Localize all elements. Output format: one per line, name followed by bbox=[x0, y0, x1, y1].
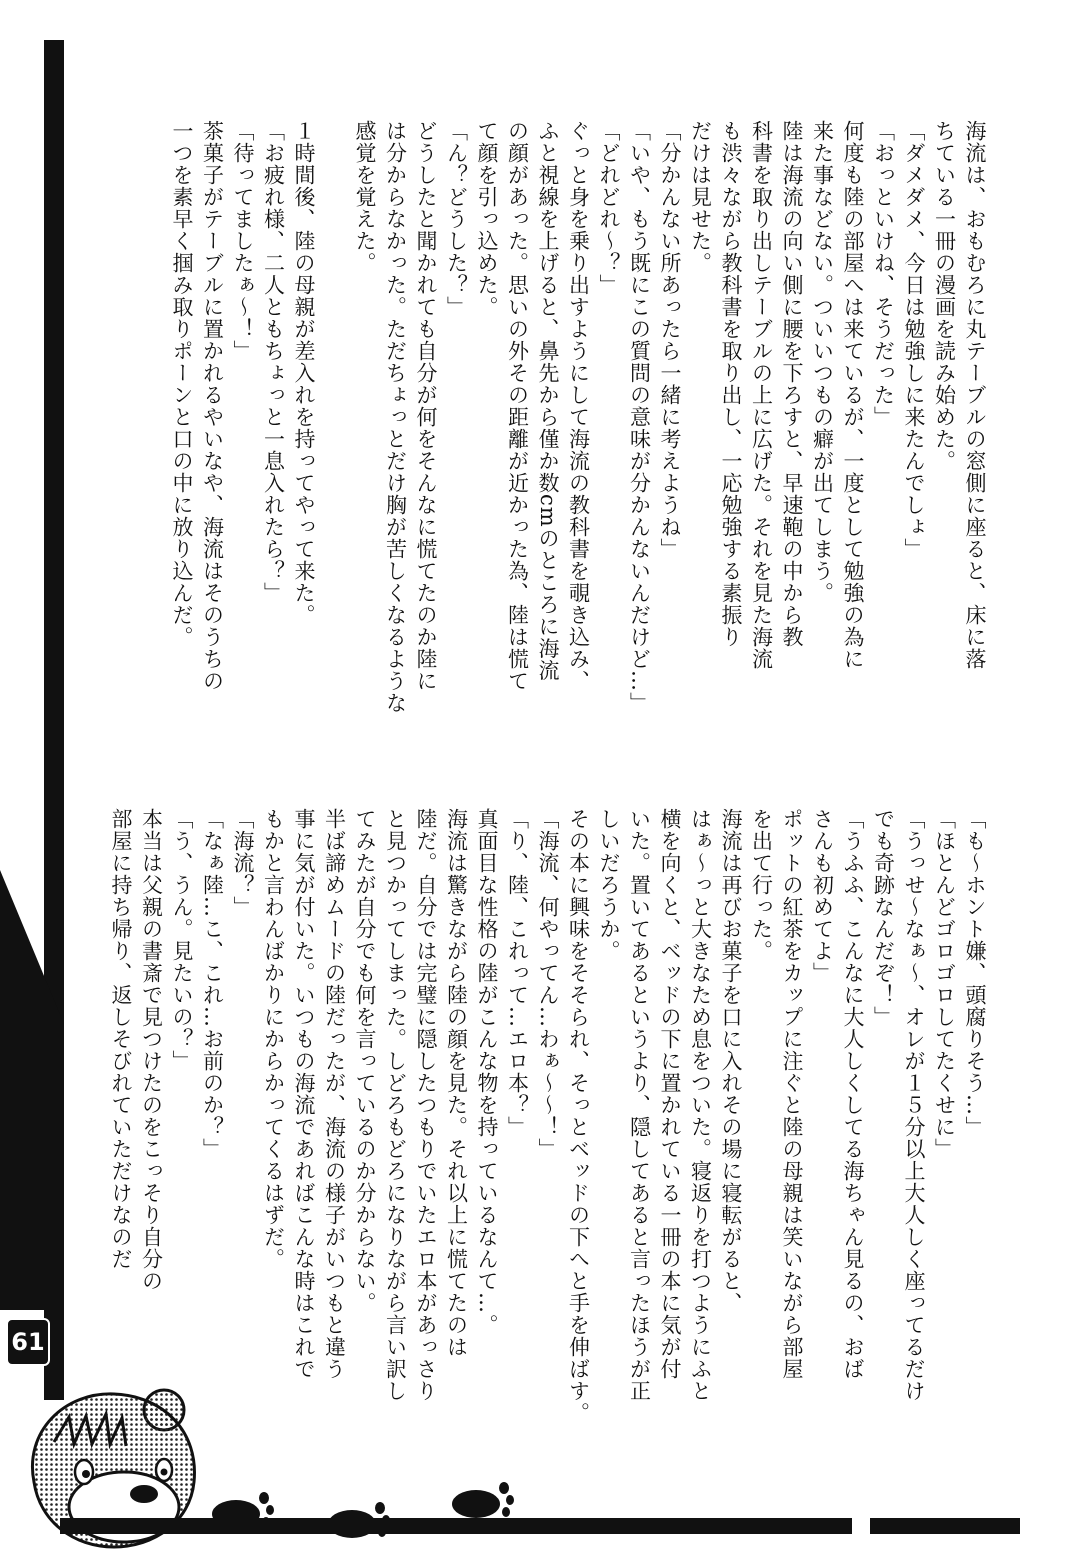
text-line: 一つを素早く掴み取りポーンと口の中に放り込んだ。 bbox=[170, 120, 194, 648]
text-line: 「ん？どうした？」 bbox=[444, 120, 469, 318]
text-line: 感覚を覚えた。 bbox=[353, 120, 377, 274]
text-line: いた。置いてあるというより、隠してあると言ったほうが正 bbox=[627, 808, 652, 1402]
text-line: 「う、うん。見たいの？」 bbox=[170, 808, 194, 1072]
text-line: でも奇跡なんだぞ！」 bbox=[871, 808, 896, 1028]
text-line: 来た事などない。ついいつもの癖が出てしまう。 bbox=[810, 120, 835, 604]
text-line: の顔があった。思いの外その距離が近かった為、陸は慌て bbox=[505, 120, 530, 692]
text-line: を出て行った。 bbox=[749, 808, 774, 962]
text-line: 横を向くと、ベッドの下に置かれている一冊の本に気が付 bbox=[658, 808, 682, 1380]
text-line: 「ダメダメ、今日は勉強しに来たんでしょ」 bbox=[902, 120, 926, 560]
text-line: 茶菓子がテーブルに置かれるやいなや、海流はそのうちの bbox=[200, 120, 225, 692]
text-line: 「うふふ、こんなに大人しくしてる海ちゃん見るの、おば bbox=[841, 808, 865, 1380]
text-line: 「海流、何やってん…わぁ～～！」 bbox=[536, 808, 560, 1160]
text-line: 「うっせ～なぁ～、オレが１５分以上大人しく座ってるだけ bbox=[902, 808, 926, 1402]
text-line: 「海流？」 bbox=[231, 808, 255, 918]
text-line: もかと言わんばかりにからかってくるはずだ。 bbox=[261, 808, 286, 1270]
text-line: 何度も陸の部屋へは来ているが、一度として勉強の為に bbox=[841, 120, 865, 670]
text-line: その本に興味をそそられ、そっとベッドの下へと手を伸ばす。 bbox=[566, 808, 591, 1424]
text-line: 「いや、もう既にこの質問の意味が分かんないんだけど…」 bbox=[627, 120, 652, 714]
page-number: 61 bbox=[6, 1318, 50, 1366]
text-line: も渋々ながら教科書を取り出し、一応勉強する素振り bbox=[719, 120, 743, 648]
text-line: 半ば諦めムードの陸だったが、海流の様子がいつもと違う bbox=[322, 808, 347, 1380]
text-line: と見つかってしまった。しどろもどろになりながら言い訳し bbox=[383, 808, 408, 1402]
text-line: 「なぁ陸…こ、これ…お前のか？」 bbox=[200, 808, 225, 1160]
text-line bbox=[319, 120, 350, 780]
text-line: ちている一冊の漫画を読み始めた。 bbox=[932, 120, 957, 472]
text-line: は分からなかった。ただちょっとだけ胸が苦しくなるような bbox=[383, 120, 408, 714]
text-line: 部屋に持ち帰り、返しそびれていただけなのだ bbox=[109, 808, 133, 1270]
text-line: 海流は再びお菓子を口に入れその場に寝転がると、 bbox=[719, 808, 743, 1314]
text-line: はぁ～っと大きなため息をついた。寝返りを打つようにふと bbox=[688, 808, 713, 1402]
bottom-rule bbox=[60, 1518, 1020, 1534]
text-line: ぐっと身を乗り出すようにして海流の教科書を覗き込み、 bbox=[566, 120, 591, 692]
text-line: 科書を取り出しテーブルの上に広げた。それを見た海流 bbox=[749, 120, 774, 670]
text-line: だけは見せた。 bbox=[688, 120, 713, 274]
text-line: 「おっといけね、そうだった」 bbox=[871, 120, 896, 428]
text-line: 陸だ。自分では完璧に隠したつもりでいたエロ本があっさり bbox=[414, 808, 438, 1402]
text-line: 「も～ホント嫌、頭腐りそう…」 bbox=[963, 808, 987, 1138]
bottom-rule-gap bbox=[852, 1510, 870, 1550]
text-line: 本当は父親の書斎で見つけたのをこっそり自分の bbox=[139, 808, 164, 1292]
text-line: 事に気が付いた。いつもの海流であればこんな時はこれで bbox=[292, 808, 316, 1380]
text-line: 海流は驚きながら陸の顔を見た。それ以上に慌てたのは bbox=[444, 808, 469, 1358]
text-line: て顔を引っ込めた。 bbox=[475, 120, 499, 318]
text-line: さんも初めてよ」 bbox=[810, 808, 835, 984]
text-line: １時間後、陸の母親が差入れを持ってやって来た。 bbox=[292, 120, 316, 626]
text-line: しいだろうか。 bbox=[597, 808, 621, 962]
text-line: ふと視線を上げると、鼻先から僅か数cmのところに海流 bbox=[536, 120, 560, 682]
text-line: 海流は、おもむろに丸テーブルの窓側に座ると、床に落 bbox=[963, 120, 987, 670]
text-line: 「どれどれ～？」 bbox=[597, 120, 621, 296]
text-line: どうしたと聞かれても自分が何をそんなに慌てたのか陸に bbox=[414, 120, 438, 692]
paw-print-icon bbox=[448, 1478, 518, 1522]
text-line: 「お疲れ様、二人ともちょっと一息入れたら？」 bbox=[261, 120, 286, 604]
text-line: 「分かんない所あったら一緒に考えようね」 bbox=[658, 120, 682, 560]
text-line: 陸は海流の向い側に腰を下ろすと、早速鞄の中から教 bbox=[780, 120, 804, 648]
text-block-bottom bbox=[106, 808, 991, 1508]
text-line: 「待ってましたぁ～！」 bbox=[231, 120, 255, 362]
text-block-top bbox=[167, 120, 991, 780]
text-line: ポットの紅茶をカップに注ぐと陸の母親は笑いながら部屋 bbox=[780, 808, 804, 1380]
text-line: てみたが自分でも何を言っているのか分からない。 bbox=[353, 808, 377, 1314]
text-line: 「ほとんどゴロゴロしてたくせに」 bbox=[932, 808, 957, 1160]
text-line: 真面目な性格の陸がこんな物を持っているなんて…。 bbox=[475, 808, 499, 1336]
text-line: 「り、陸、これって…エロ本？」 bbox=[505, 808, 530, 1138]
